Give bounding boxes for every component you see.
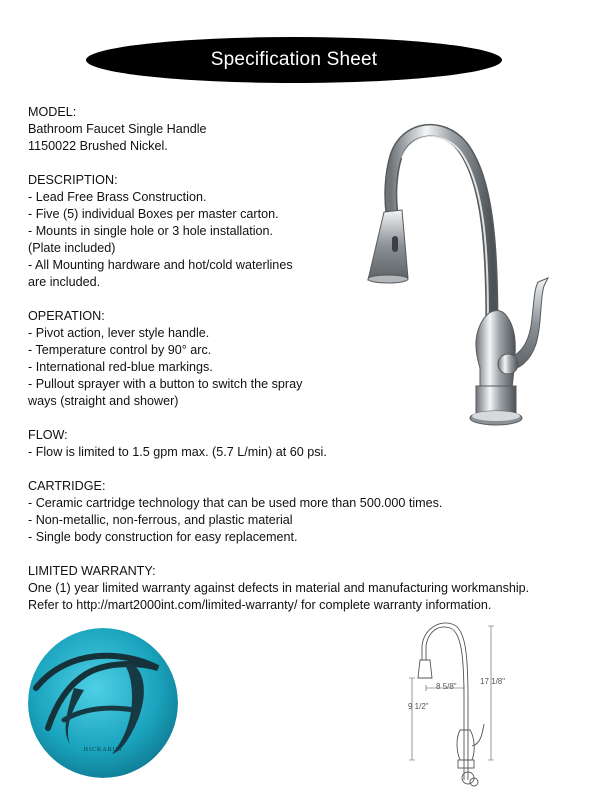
section-line: - Flow is limited to 1.5 gpm max. (5.7 L/min) at 60 psi.	[28, 445, 327, 459]
section-line: - Mounts in single hole or 3 hole installation.	[28, 224, 274, 238]
section-line: - Single body construction for easy replacement.	[28, 530, 298, 544]
section-line: - Five (5) individual Boxes per master carton.	[28, 207, 279, 221]
section-line: ways (straight and shower)	[28, 394, 179, 408]
section-line: Refer to http://mart2000int.com/limited-warranty/ for complete warranty information.	[28, 598, 492, 612]
section-line: One (1) year limited warranty against defects in material and manufacturing workmanship.	[28, 581, 530, 595]
section-heading: CARTRIDGE:	[28, 479, 106, 493]
section-line: - Pullout sprayer with a button to switch the spray	[28, 377, 303, 391]
section-heading: FLOW:	[28, 428, 68, 442]
section-line: - Lead Free Brass Construction.	[28, 190, 207, 204]
logo-wordmark: HICKARUS	[83, 747, 123, 753]
reach-dimension-label: 8 5/8"	[436, 682, 457, 691]
section-line: - Non-metallic, non-ferrous, and plastic material	[28, 513, 293, 527]
faucet-product-image	[362, 118, 562, 438]
section-line: - Temperature control by 90° arc.	[28, 343, 212, 357]
section-line: - Pivot action, lever style handle.	[28, 326, 210, 340]
dimension-drawing	[402, 620, 522, 790]
section-line: - Ceramic cartridge technology that can be used more than 500.000 times.	[28, 496, 443, 510]
section-line: 1150022 Brushed Nickel.	[28, 139, 168, 153]
section-line: (Plate included)	[28, 241, 116, 255]
logo-mark-icon	[28, 628, 178, 778]
hickarus-logo	[28, 628, 178, 778]
height-dimension-label: 17 1/8"	[480, 677, 506, 686]
section-heading: MODEL:	[28, 105, 77, 119]
page-title: Specification Sheet	[210, 49, 378, 70]
section-line: Bathroom Faucet Single Handle	[28, 122, 207, 136]
section-cartridge	[28, 478, 568, 546]
section-line: - All Mounting hardware and hot/cold waterlines	[28, 258, 293, 272]
section-line: are included.	[28, 275, 101, 289]
section-heading: OPERATION:	[28, 309, 105, 323]
section-warranty	[28, 563, 568, 614]
spout-height-dimension-label: 9 1/2"	[408, 702, 429, 711]
section-heading: DESCRIPTION:	[28, 173, 118, 187]
section-line: - International red-blue markings.	[28, 360, 213, 374]
spec-sheet-header	[86, 37, 502, 83]
section-heading: LIMITED WARRANTY:	[28, 564, 156, 578]
